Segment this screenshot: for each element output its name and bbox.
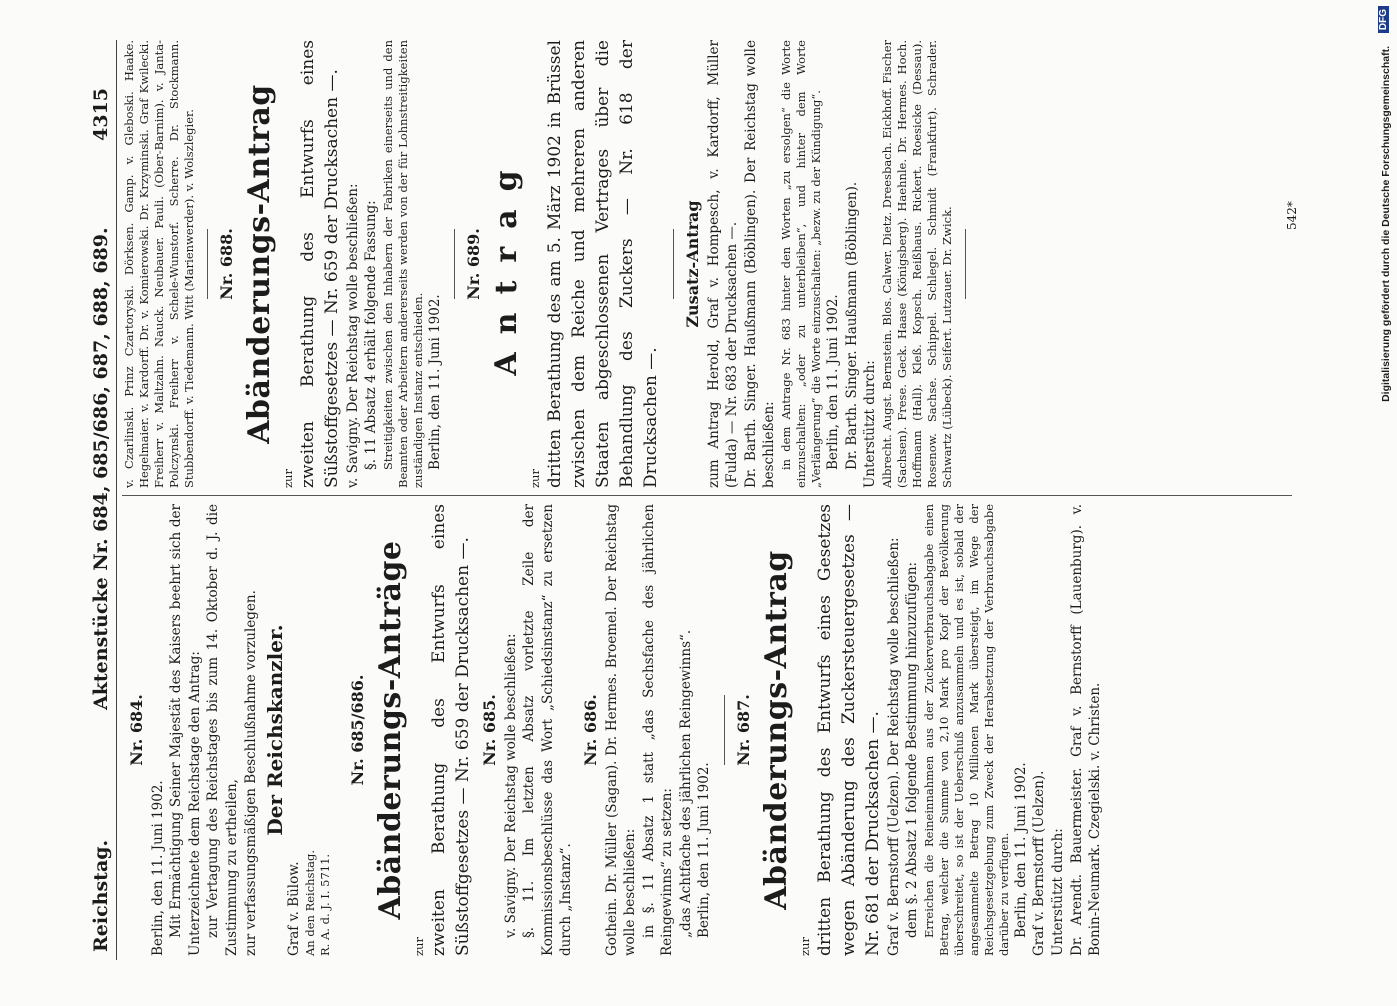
motion-687: Graf v. Bernstorff (Uelzen). Der Reichstag wolle beschließen:: [885, 537, 902, 956]
nr-686-heading: Nr. 686.: [580, 694, 600, 766]
section-divider: [454, 229, 455, 299]
header-left: Reichstag.: [90, 839, 112, 952]
signature-689: Dr. Barth. Singer. Haußmann (Böblingen).: [843, 181, 860, 470]
motion-688-text: Streitigkeiten zwischen den Inhabern der Fabriken einerseits und den Beamten oder Arbeitern andererseits werden von der für Lohnstreitigkeiten zuständigen Instanz entschieden.: [380, 40, 425, 488]
nr-688-heading: Nr. 688.: [217, 228, 236, 300]
zur-3: zur: [280, 469, 295, 488]
nr-689-heading: Nr. 689.: [464, 228, 484, 300]
title-abaenderungs-antraege: Abänderungs-Anträge: [372, 540, 408, 920]
right-column: [122, 40, 976, 488]
nr-685-686-heading: Nr. 685/686.: [348, 674, 368, 786]
motion-686: Gothein. Dr. Müller (Sagan). Dr. Hermes. Broemel. Der Reichstag wolle beschließen:: [603, 504, 639, 956]
zusatz-subject: zum Antrag Herold, Graf v. Hompesch, v. Kardorff, Müller (Fulda) — Nr. 683 der Drucksachen —.: [705, 40, 741, 488]
motion-685: v. Savigny. Der Reichstag wolle beschließen:: [502, 633, 519, 938]
left-column: [122, 504, 1105, 956]
date-686: Berlin, den 11. Juni 1902.: [696, 762, 713, 938]
zusatz-antrag-heading: Zusatz-Antrag: [682, 200, 702, 328]
supported-by-1: Unterstützt durch:: [1050, 828, 1067, 956]
section-divider: [673, 229, 674, 299]
section-divider: [207, 229, 208, 299]
date-688: Berlin, den 11. Juni 1902.: [426, 294, 443, 470]
supporters-687: Dr. Arendt. Bauermeister. Graf v. Bernstorff (Lauenburg). v. Bonin-Neumark. Czegielski. v. Christen.: [1068, 504, 1104, 956]
text-684-motion: zur Vertagung des Reichstages bis zum 14. Oktober d. J. die Zustimmung zu ertheilen,: [205, 504, 240, 956]
dfg-logo: DFG: [1378, 6, 1389, 33]
page-number: 4315: [90, 88, 112, 141]
nr-687-heading: Nr. 687.: [734, 694, 754, 766]
header-title: Aktenstücke Nr. 684, 685/686, 687, 688, 689.: [90, 227, 112, 710]
subject-689: dritten Berathung des am 5. März 1902 in Brüssel zwischen dem Reiche und mehreren anderen Staaten abgeschlossenen Vertrages über die Behandlung des Zuckers — Nr. 618 der Drucksachen —.: [544, 40, 661, 488]
motion-689-text: in dem Antrage Nr. 683 hinter den Worten „zu ersolgen“ die Worte einzuschalten: „oder zu unterbleiben“, und hinter dem Worte „Verlängerung“ die Worte einzuschalten: „bezw. zu der Kündigung“.: [778, 40, 823, 488]
zur-4: zur: [527, 469, 542, 488]
text-684-intro: Mit Ermächtigung Seiner Majestät des Kaisers beehrt sich der Unterzeichnete dem Reichstage den Antrag:: [168, 504, 203, 956]
motion-688: v. Savigny. Der Reichstag wolle beschließen:: [344, 183, 361, 488]
supported-by-2: Unterstützt durch:: [862, 360, 879, 488]
nr-684-heading: Nr. 684.: [127, 694, 146, 766]
side-attribution: [1375, 0, 1397, 1006]
column-separator: [122, 495, 1292, 496]
motion-687-intro: dem §. 2 Absatz 1 folgende Bestimmung hinzuzufügen:: [904, 561, 921, 938]
text-684-close: zur verfassungsmäßigen Beschlußnahme vorzulegen.: [242, 590, 259, 956]
nr-685-heading: Nr. 685.: [479, 694, 499, 766]
supporters-689: Albrecht. Augst. Bernstein. Blos. Calwer. Dietz. Dreesbach. Eickhoff. Fischer (Sachsen). Frese. Geck. Haase (Königsberg). Haehnle. Dr. Hermes. Hoch. Hoffmann (Hall). Kleß. Kopsch. Reißhaus. Rickert. Roesicke (Dessau). Rosenow. Sachse. Schippel. Schlegel. Schmidt (Frankfurt). Schrader. Schwartz (Lübeck). Seifert. Lutzauer. Dr. Zwick.: [879, 40, 954, 488]
page-mark: 542*: [1285, 201, 1299, 230]
section-divider: [965, 229, 966, 299]
motion-686-quote: „das Achtfache des jährlichen Reingewinns“.: [677, 629, 694, 938]
supporters-687-cont: v. Czarlinski. Prinz Czartoryski. Dörksen. Gamp. v. Gleboski. Haake. Hegelmaier. v. Kardorff. Dr. v. Komierowski. Dr. Krzyminski. Graf Kwilecki. Freiherr v. Maltzahn. Nauck. Neubauer. Pauli. (Ober-Barnim). v. Janta-Polczynski. Freiherr v. Schele-Wunstorf. Scherre. Dr. Stockmann. Stubbendorff. v. Tiedemann. Witt (Marienwerder). v. Wolszlegier.: [122, 40, 196, 488]
zur-1: zur: [411, 937, 426, 956]
dfg-note: Digitalisierung gefördert durch die Deutsche Forschungsgemeinschaft.: [1380, 46, 1392, 402]
date-684: Berlin, den 11. Juni 1902.: [149, 780, 166, 956]
running-header: [84, 0, 118, 1000]
reference-number: R. A. d. J. I. 5711.: [318, 853, 333, 956]
signature-title: Der Reichskanzler.: [263, 624, 288, 836]
motion-685-text: §. 11. Im letzten Absatz vorletzte Zeile der Kommissionsbeschlüsse das Wort „Schiedsinstanz“ zu ersetzen durch „Instanz“.: [521, 504, 575, 956]
motion-687-text: Erreichen die Reineinnahmen aus der Zuckerverbrauchsabgabe einen Betrag, welcher die Summe von 2,10 Mark pro Kopf der Bevölkerung überschreitet, so ist der Ueberschuß anzusammeln und es ist, sobald der angesammelte Betrag 10 Millionen Mark übersteigt, im Wege der Reichsgesetzgebung zum Zweck der Herabsetzung der Verbrauchsabgabe darüber zu verfügen.: [921, 504, 1011, 956]
motion-686-text: in §. 11 Absatz 1 statt „das Sechsfache des jährlichen Reingewinns“ zu setzen:: [640, 504, 676, 956]
signature-687: Graf v. Bernstorff (Uelzen).: [1031, 770, 1048, 956]
zur-2: zur: [797, 937, 812, 956]
address: An den Reichstag.: [303, 850, 318, 956]
motion-688-intro: §. 11 Absatz 4 erhält folgende Fassung:: [363, 200, 380, 470]
title-abaenderungs-antrag-688: Abänderungs-Antrag: [241, 84, 277, 444]
subject-688: zweiten Berathung des Entwurfs eines Süßstoffgesetzes — Nr. 659 der Drucksachen —.: [297, 40, 342, 488]
header-rule: [116, 40, 117, 960]
section-divider: [724, 695, 725, 765]
signature-name: Graf v. Bülow.: [285, 861, 302, 956]
subject-685-686: zweiten Berathung des Entwurfs eines Süßstoffgesetzes — Nr. 659 der Drucksachen —.: [428, 504, 473, 956]
subject-687: dritten Berathung des Entwurfs eines Gesetzes wegen Abänderung des Zuckersteuergesetzes — Nr. 681 der Drucksachen —.: [814, 504, 883, 956]
motion-689: Dr. Barth. Singer. Haußmann (Böblingen). Der Reichstag wolle beschließen:: [742, 40, 778, 488]
date-689: Berlin, den 11. Juni 1902.: [824, 294, 841, 470]
title-abaenderungs-antrag-687: Abänderungs-Antrag: [758, 550, 794, 910]
date-687: Berlin, den 11. Juni 1902.: [1012, 762, 1029, 938]
title-antrag-689: Antrag: [488, 152, 524, 376]
